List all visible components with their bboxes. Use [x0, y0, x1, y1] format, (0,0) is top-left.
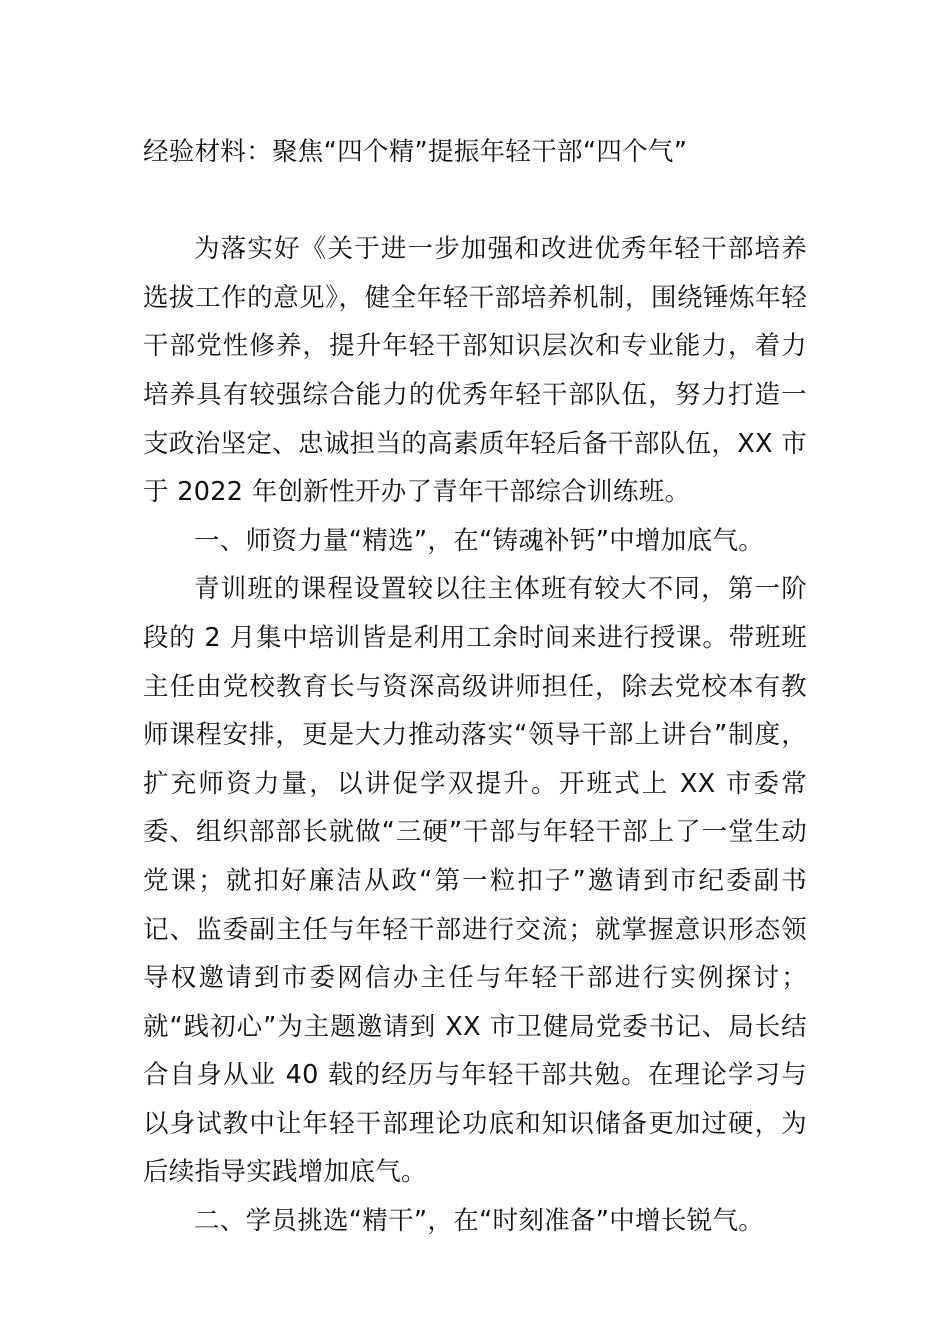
section-heading-2: 二、学员挑选“精干”，在“时刻准备”中增长锐气。 — [194, 1206, 765, 1237]
paragraph-section-1: 青训班的课程设置较以往主体班有较大不同，第一阶段的 2 月集中培训皆是利用工余时间来进行授课。带班班主任由党校教育长与资深高级讲师担任，除去党校本有教师课程安排，更是大力推动落实“领导干部上讲台”制度，扩充师资力量，以讲促学双提升。开班式上 XX 市委常委、组织部部长就做“三硬”干部与年轻干部上了一堂生动党课；就扣好廉洁从政“第一粒扣子”邀请到市纪委副书记、监委副主任与年轻干部进行交流；就掌握意识形态领导权邀请到市委网信办主任与年轻干部进行实例探讨；就“践初心”为主题邀请到 XX 市卫健局党委书记、局长结合自身从业 40 载的经历与年轻干部共勉。在理论学习与以身试教中让年轻干部理论功底和知识储备更加过硬，为后续指导实践增加底气。 — [143, 574, 807, 1188]
document-body — [143, 128, 807, 1246]
section-heading-1: 一、师资力量“精选”，在“铸魂补钙”中增加底气。 — [194, 525, 765, 556]
document-title: 经验材料：聚焦“四个精”提振年轻干部“四个气” — [143, 137, 688, 167]
paragraph-intro: 为落实好《关于进一步加强和改进优秀年轻干部培养选拔工作的意见》，健全年轻干部培养机制，围绕锤炼年轻干部党性修养，提升年轻干部知识层次和专业能力，着力培养具有较强综合能力的优秀年轻干部队伍，努力打造一支政治坚定、忠诚担当的高素质年轻后备干部队伍，XX 市于 2022 年创新性开办了青年干部综合训练班。 — [143, 234, 807, 508]
